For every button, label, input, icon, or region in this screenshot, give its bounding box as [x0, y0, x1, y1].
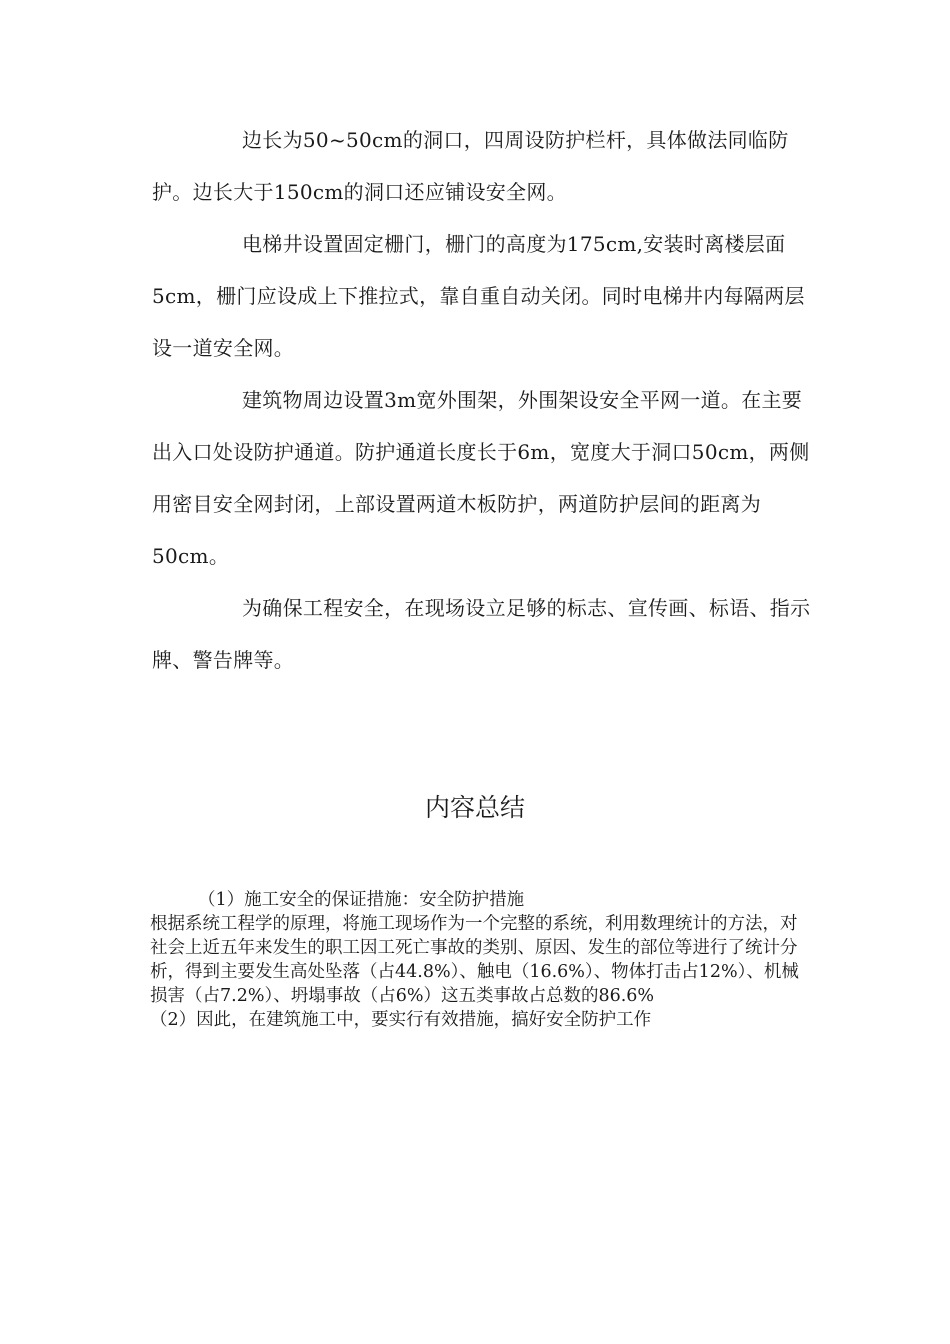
summary-title: 内容总结 [424, 793, 525, 822]
paragraph-hole-protection: 边长为50~50cm的洞口，四周设防护栏杆，具体做法同临防护。边长大于150cm的洞口还应铺设安全网。 [152, 128, 789, 204]
paragraph-elevator-shaft: 电梯井设置固定栅门，栅门的高度为175cm,安装时离楼层面5cm，栅门应设成上下推拉式，靠自重自动关闭。同时电梯井内每隔两层设一道安全网。 [152, 232, 805, 360]
summary-item2: （2）因此，在建筑施工中，要实行有效措施，搞好安全防护工作 [150, 1010, 652, 1030]
summary-item1-body: 根据系统工程学的原理，将施工现场作为一个完整的系统，利用数理统计的方法，对社会上近五年来发生的职工因工死亡事故的类别、原因、发生的部位等进行了统计分析，得到主要发生高处坠落（占44.8%）、触电（16.6%）、物体打击占12%）、机械损害（占7.2%）、坍塌事故（占6%）这五类事故占总数的86.6% [150, 914, 799, 1006]
paragraph-perimeter-scaffold: 建筑物周边设置3m宽外围架，外围架设安全平网一道。在主要出入口处设防护通道。防护通道长度长于6m，宽度大于洞口50cm，两侧用密目安全网封闭，上部设置两道木板防护，两道防护层间的距离为50cm。 [152, 388, 810, 568]
summary-section [150, 888, 800, 1032]
paragraph-safety-signs: 为确保工程安全，在现场设立足够的标志、宣传画、标语、指示牌、警告牌等。 [152, 596, 811, 672]
body-text [152, 114, 812, 686]
summary-item1-heading: （1）施工安全的保证措施：安全防护措施 [198, 890, 525, 910]
